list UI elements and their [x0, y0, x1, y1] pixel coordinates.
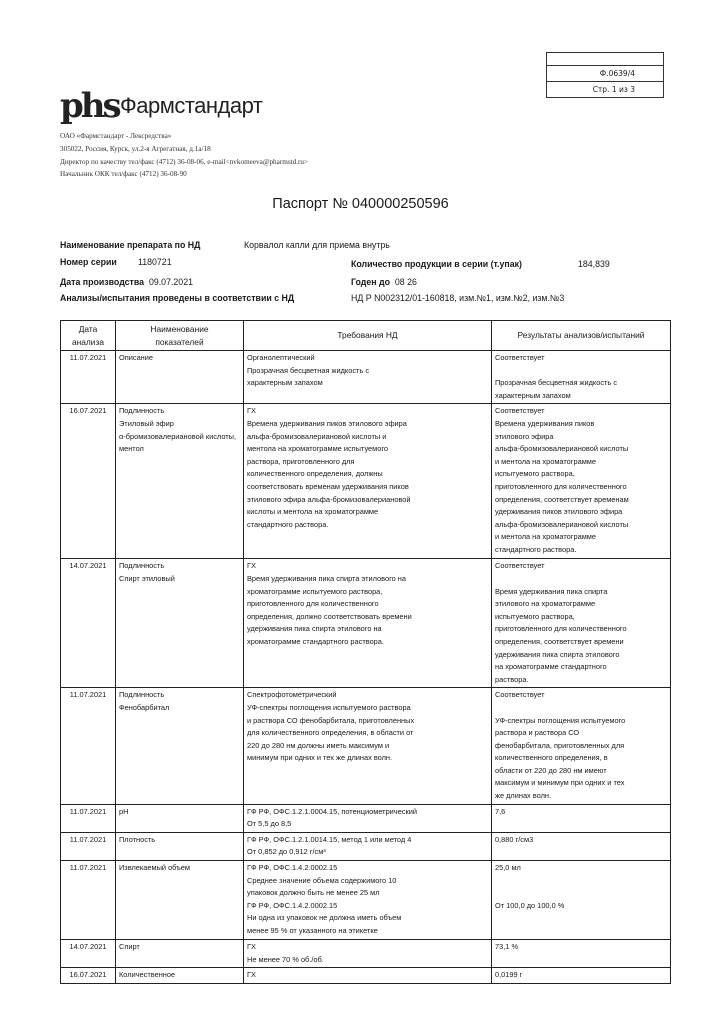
cell-date: 11.07.2021 — [61, 832, 116, 860]
form-code-box — [546, 52, 664, 98]
col-header-requirements: Требования НД — [244, 321, 492, 351]
cell-date: 11.07.2021 — [61, 804, 116, 832]
cell-result: 0,0199 г — [492, 968, 671, 984]
cell-name: Плотность — [116, 832, 244, 860]
cell-name: Спирт — [116, 940, 244, 968]
nd-value: НД Р N002312/01-160818, изм.№1, изм.№2, изм.№3 — [351, 293, 565, 303]
cell-result: Соответствует УФ-спектры поглощения испытуемого раствора и раствора СО фенобарбитала, приготовленных для количественного определения, в области от 220 до 280 нм имеют максимум и минимум при одних и тех же длинах волн. — [492, 688, 671, 804]
nd-label: Анализы/испытания проведены в соответствии с НД — [60, 293, 295, 303]
qty-value: 184,839 — [578, 259, 610, 269]
passport-title: Паспорт № 040000250596 — [272, 196, 449, 212]
cell-requirement: ГХ Времена удерживания пиков этилового эфира альфа-бромизовалериановой кислоты и ментола на хроматограмме испытуемого раствора, приготовленного для количественного определения, должны соответствовать временам удерживания пиков этилового эфира альфа-бромизовалериановой кислоты и ментола на хроматограмме стандартного раствора. — [244, 404, 492, 559]
table-row — [61, 559, 671, 688]
company-address — [60, 130, 308, 181]
col-header-results: Результаты анализов/испытаний — [492, 321, 671, 351]
table-row — [61, 832, 671, 860]
cell-result: 7,6 — [492, 804, 671, 832]
col-header-date: Дата анализа — [61, 321, 116, 351]
cell-date: 14.07.2021 — [61, 940, 116, 968]
results-table — [60, 320, 671, 984]
cell-requirement: ГХ — [244, 968, 492, 984]
cell-requirement: Спектрофотометрический УФ-спектры поглощения испытуемого раствора и раствора СО фенобарбитала, приготовленных для количественного определения, в области от 220 до 280 нм должны иметь максимум и минимум при одних и тех же длинах волн. — [244, 688, 492, 804]
cell-name: Подлинность Этиловый эфир α-бромизовалериановой кислоты, ментол — [116, 404, 244, 559]
cell-result: Соответствует Время удерживания пика спирта этилового на хроматограмме испытуемого раствора, приготовленного для количественного определения, соответствует времени удерживания пика спирта этилового на хроматограмме стандартного раствора. — [492, 559, 671, 688]
cell-date: 14.07.2021 — [61, 559, 116, 688]
production-date: Дата производства 09.07.2021 — [60, 277, 193, 287]
table-row — [61, 940, 671, 968]
cell-requirement: ГФ РФ, ОФС.1.2.1.0004.15, потенциометрический От 5,5 до 8,5 — [244, 804, 492, 832]
cell-result: Соответствует Времена удерживания пиков этилового эфира альфа-бромизовалериановой кислоты и ментола на хроматограмме испытуемого раствора, приготовленного для количественного определения, соответствует временам удерживания пиков этилового эфира альфа-бромизовалериановой кислоты и ментола на хроматограмме стандартного раствора. — [492, 404, 671, 559]
cell-name: Описание — [116, 351, 244, 404]
cell-requirement: Органолептический Прозрачная бесцветная жидкость с характерным запахом — [244, 351, 492, 404]
table-row — [61, 688, 671, 804]
expiry-date: Годен до 08 26 — [351, 277, 417, 287]
company-line: Директор по качеству тел/факс (4712) 36-08-06, e-mail<nvkomeeva@pharmstd.ru> — [60, 157, 309, 166]
product-label: Наименование препарата по НД — [60, 240, 201, 250]
table-row — [61, 404, 671, 559]
cell-name: Подлинность Спирт этиловый — [116, 559, 244, 688]
cell-requirement: ГФ РФ, ОФС.1.2.1.0014.15, метод 1 или метод 4 От 0,852 до 0,912 г/см³ — [244, 832, 492, 860]
cell-name: Количественное — [116, 968, 244, 984]
cell-result: 0,880 г/см3 — [492, 832, 671, 860]
product-value: Корвалол капли для приема внутрь — [244, 240, 390, 250]
cell-requirement: ГХ Не менее 70 % об./об. — [244, 940, 492, 968]
company-logo — [60, 86, 263, 126]
series-label: Номер серии — [60, 257, 117, 267]
cell-result: 73,1 % — [492, 940, 671, 968]
company-line: Начальник ОКК тел/факс (4712) 36-08-90 — [60, 170, 187, 179]
cell-date: 16.07.2021 — [61, 968, 116, 984]
table-row — [61, 351, 671, 404]
cell-name: Подлинность Фенобарбитал — [116, 688, 244, 804]
page-number: Стр. 1 из 3 — [547, 81, 663, 97]
cell-result: 25,0 мл От 100,0 до 100,0 % — [492, 861, 671, 940]
company-line: ОАО «Фармстандарт - Лексредства» — [60, 132, 172, 140]
col-header-name: Наименование показателей — [116, 321, 244, 351]
cell-date: 16.07.2021 — [61, 404, 116, 559]
cell-name: Извлекаемый объем — [116, 861, 244, 940]
table-row — [61, 968, 671, 984]
qty-label: Количество продукции в серии (т.упак) — [351, 259, 522, 269]
cell-date: 11.07.2021 — [61, 861, 116, 940]
cell-requirement: ГФ РФ, ОФС.1.4.2.0002.15 Среднее значение объема содержимого 10 упаковок должно быть не менее 25 мл ГФ РФ, ОФС.1.4.2.0002.15 Ни одна из упаковок не должна иметь объем менее 95 % от указанного на этикетке — [244, 861, 492, 940]
table-row — [61, 804, 671, 832]
series-value: 1180721 — [138, 257, 172, 267]
cell-name: pH — [116, 804, 244, 832]
form-code: Ф.0639/4 — [547, 65, 663, 81]
table-row — [61, 861, 671, 940]
cell-requirement: ГХ Время удерживания пика спирта этилового на хроматограмме испытуемого раствора, приготовленного для количественного определения, должно соответствовать времени удерживания пика спирта этилового на хроматограмме стандартного раствора. — [244, 559, 492, 688]
logo-name: Фармстандарт — [120, 93, 263, 118]
cell-date: 11.07.2021 — [61, 688, 116, 804]
cell-result: Соответствует Прозрачная бесцветная жидкость с характерным запахом — [492, 351, 671, 404]
cell-date: 11.07.2021 — [61, 351, 116, 404]
company-line: 305022, Россия, Курск, ул.2-я Агрегатная, д.1а/18 — [60, 144, 211, 153]
form-box-blank — [547, 53, 663, 65]
logo-mark: phs — [60, 86, 119, 126]
